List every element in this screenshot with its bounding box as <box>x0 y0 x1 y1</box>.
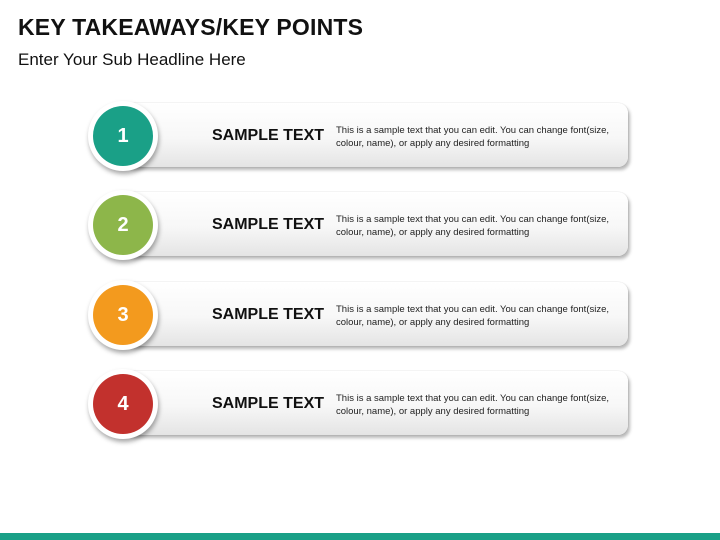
key-point-description: This is a sample text that you can edit. You can change font(size, colour, name), or apply any desired formatting <box>336 304 610 328</box>
number-badge-ring <box>88 280 158 350</box>
number-badge-ring <box>88 369 158 439</box>
key-point-card <box>124 282 628 346</box>
page-title: KEY TAKEAWAYS/KEY POINTS <box>18 14 364 40</box>
number-badge: 4 <box>93 374 153 434</box>
key-point-row-3 <box>88 280 633 350</box>
key-point-card <box>124 103 628 167</box>
number-badge: 2 <box>93 195 153 255</box>
key-point-description: This is a sample text that you can edit. You can change font(size, colour, name), or apply any desired formatting <box>336 214 610 238</box>
key-point-title: SAMPLE TEXT <box>212 127 325 144</box>
page-subtitle: Enter Your Sub Headline Here <box>18 50 246 69</box>
key-point-title: SAMPLE TEXT <box>212 395 325 412</box>
number-badge: 3 <box>93 285 153 345</box>
key-point-card <box>124 192 628 256</box>
key-point-description: This is a sample text that you can edit. You can change font(size, colour, name), or apply any desired formatting <box>336 125 610 149</box>
key-point-card <box>124 371 628 435</box>
number-badge: 1 <box>93 106 153 166</box>
key-point-description: This is a sample text that you can edit. You can change font(size, colour, name), or apply any desired formatting <box>336 393 610 417</box>
number-badge-ring <box>88 190 158 260</box>
key-point-row-1 <box>88 101 633 171</box>
key-point-title: SAMPLE TEXT <box>212 216 325 233</box>
key-point-title: SAMPLE TEXT <box>212 306 325 323</box>
number-badge-ring <box>88 101 158 171</box>
key-point-row-4 <box>88 369 633 439</box>
key-point-row-2 <box>88 190 633 260</box>
footer-accent-bar <box>0 533 720 540</box>
